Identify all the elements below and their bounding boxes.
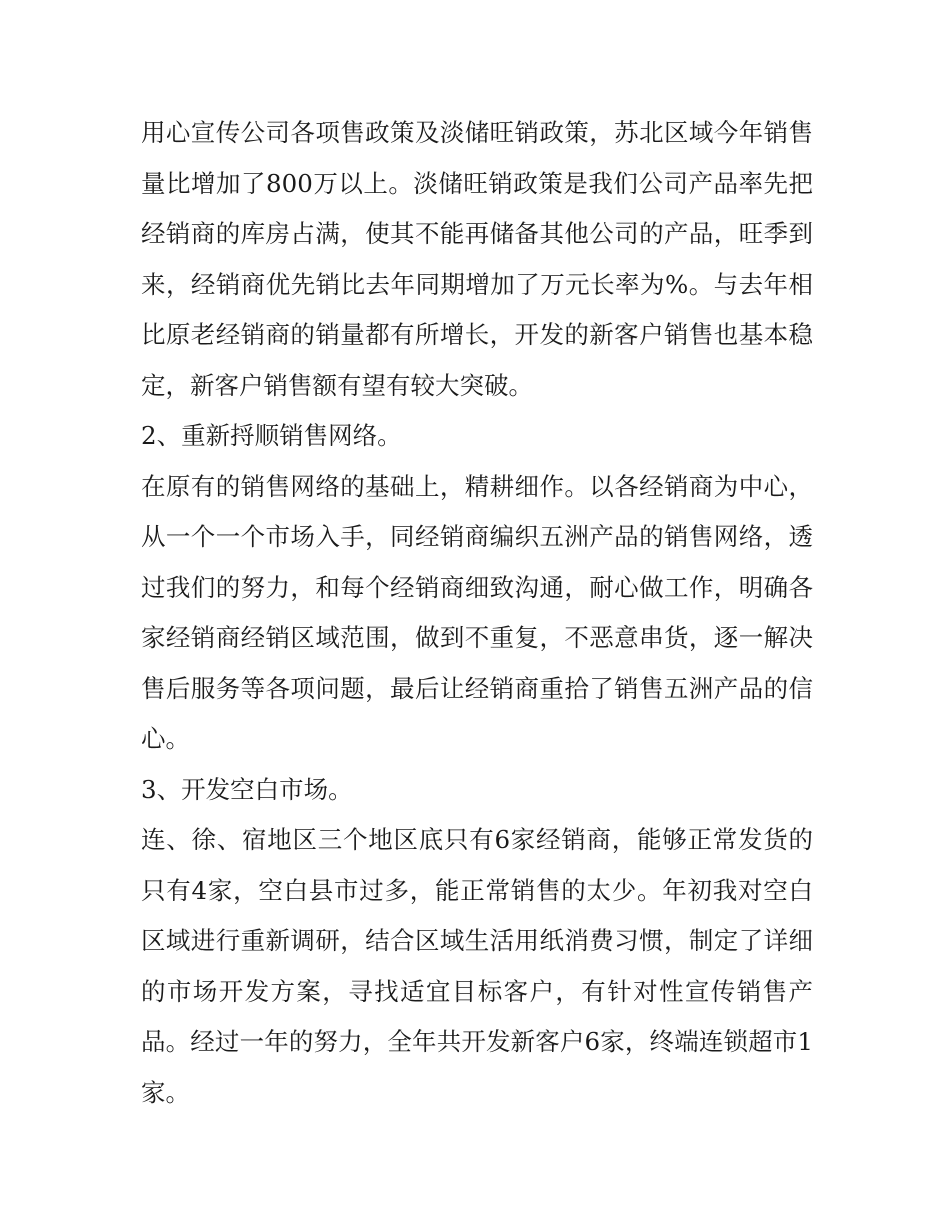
heading-blank-market: 3、开发空白市场。 <box>141 774 353 804</box>
document-body <box>141 108 813 1118</box>
paragraph-blank-market: 连、徐、宿地区三个地区底只有6家经销商，能够正常发货的只有4家，空白县市过多，能正常销售的太少。年初我对空白区域进行重新调研，结合区域生活用纸消费习惯，制定了详细的市场开发方案，寻找适宜目标客户，有针对性宣传销售产品。经过一年的努力，全年共开发新客户6家，终端连锁超市1家。 <box>141 825 813 1107</box>
paragraph-sales-network: 在原有的销售网络的基础上，精耕细作。以各经销商为中心，从一个一个市场入手，同经销商编织五洲产品的销售网络，透过我们的努力，和每个经销商细致沟通，耐心做工作，明确各家经销商经销区域范围，做到不重复，不恶意串货，逐一解决售后服务等各项问题，最后让经销商重拾了销售五洲产品的信心。 <box>141 471 813 753</box>
heading-sales-network: 2、重新捋顺销售网络。 <box>141 421 402 450</box>
paragraph-sales-policy: 用心宣传公司各项售政策及淡储旺销政策，苏北区域今年销售量比增加了800万以上。淡储旺销政策是我们公司产品率先把经销商的库房占满，使其不能再储备其他公司的产品，旺季到来，经销商优先销比去年同期增加了万元长率为%。与去年相比原老经销商的销量都有所增长，开发的新客户销售也基本稳定，新客户销售额有望有较大突破。 <box>141 118 813 400</box>
